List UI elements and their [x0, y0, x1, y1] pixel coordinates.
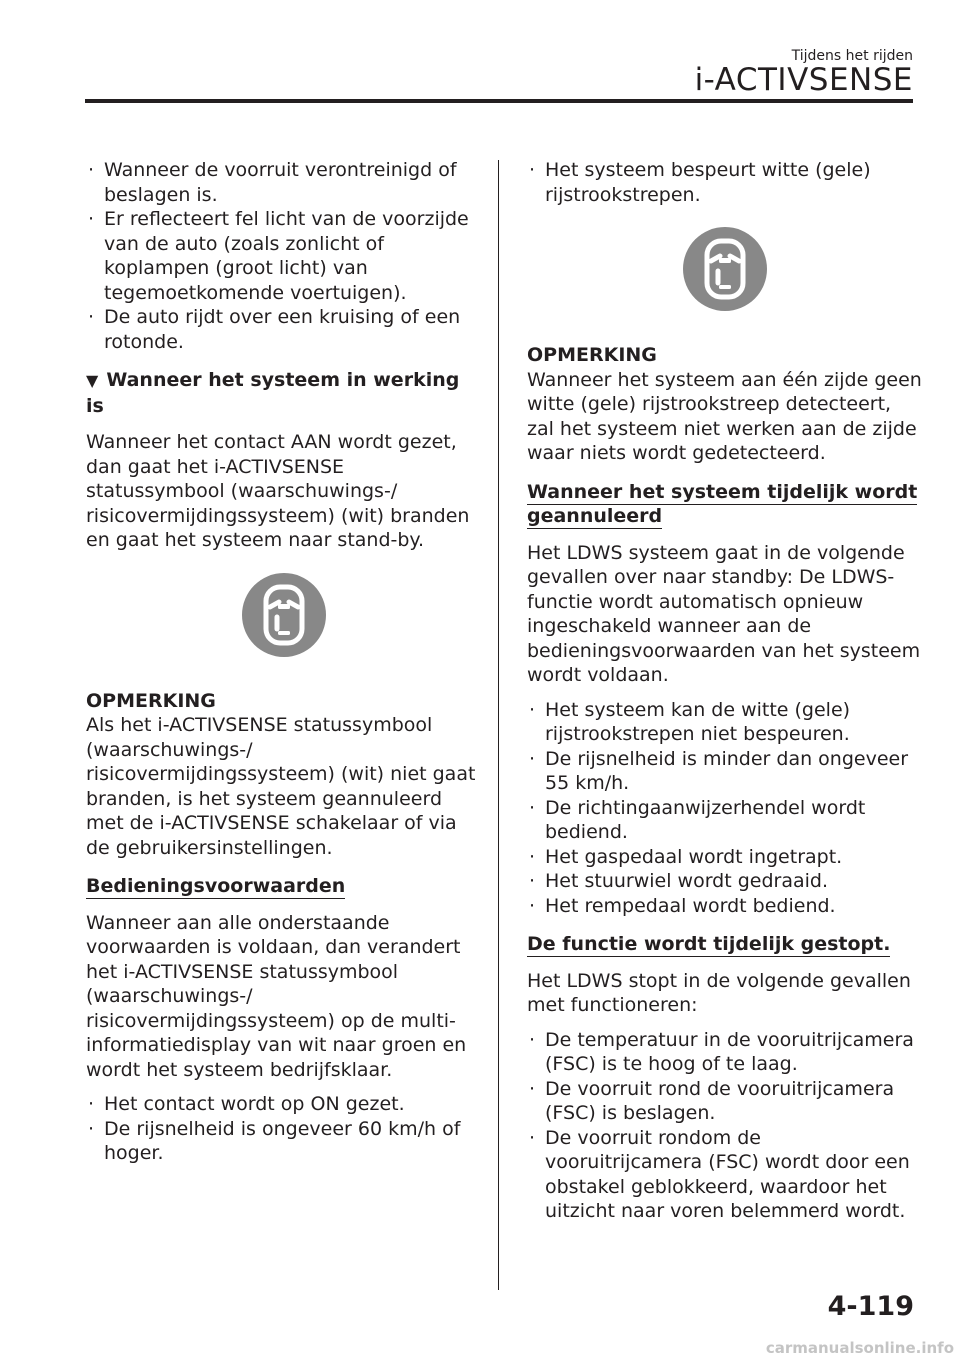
cancel-heading: Wanneer het systeem tijdelijk wordt geannuleerd — [527, 480, 918, 527]
cancel-bullets — [527, 698, 922, 919]
page-number: 4-119 — [827, 1291, 914, 1322]
list-item: · Het gaspedaal wordt ingetrapt. — [527, 845, 922, 870]
conditions-bullets — [86, 1092, 481, 1166]
column-divider — [498, 160, 499, 1290]
right-column — [527, 158, 922, 1234]
lane-departure-warning-icon — [86, 571, 481, 659]
list-item: · De rijsnelheid is minder dan ongeveer 55 km/h. — [527, 747, 922, 796]
list-item: · De rijsnelheid is ongeveer 60 km/h of hoger. — [86, 1117, 481, 1166]
stop-text: Het LDWS stopt in de volgende gevallen met functioneren: — [527, 969, 911, 1016]
list-item: · De temperatuur in de vooruitrijcamera (FSC) is te hoog of te laag. — [527, 1028, 922, 1077]
note-label: OPMERKING — [527, 344, 657, 366]
list-item: · De richtingaanwijzerhendel wordt bediend. — [527, 796, 922, 845]
list-item: · De auto rijdt over een kruising of een rotonde. — [86, 305, 481, 354]
right-top-bullets — [527, 158, 922, 207]
operation-text: Wanneer het contact AAN wordt gezet, dan gaat het i-ACTIVSENSE statussymbool (waarschuwings-/ risicovermijdingssysteem) (wit) branden en gaat het systeem naar stand-by. — [86, 431, 470, 551]
page-title: i-ACTIVSENSE — [694, 62, 913, 98]
section-label: Tijdens het rijden — [791, 48, 913, 64]
cancel-text: Het LDWS systeem gaat in de volgende gevallen over naar standby: De LDWS-functie wordt automatisch opnieuw ingeschakeld wanneer aan de bedieningsvoorwaarden van het systeem wordt voldaan. — [527, 541, 921, 686]
list-item: · Het stuurwiel wordt gedraaid. — [527, 869, 922, 894]
left-column — [86, 158, 481, 1176]
list-item: · Wanneer de voorruit verontreinigd of beslagen is. — [86, 158, 481, 207]
operation-heading — [86, 368, 481, 418]
conditions-heading: Bedieningsvoorwaarden — [86, 875, 346, 897]
operation-heading-text: Wanneer het systeem in werking is — [86, 369, 460, 417]
triangle-down-icon: ▼ — [86, 371, 99, 390]
stop-heading: De functie wordt tijdelijk gestopt. — [527, 933, 891, 955]
list-item: · Er reflecteert fel licht van de voorzijde van de auto (zoals zonlicht of koplampen (groot licht) van tegemoetkomende voertuigen). — [86, 207, 481, 305]
list-item: · Het systeem kan de witte (gele) rijstrookstrepen niet bespeuren. — [527, 698, 922, 747]
lane-departure-warning-icon — [527, 225, 922, 313]
list-item: · Het systeem bespeurt witte (gele) rijstrookstrepen. — [527, 158, 922, 207]
conditions-text: Wanneer aan alle onderstaande voorwaarden is voldaan, dan verandert het i-ACTIVSENSE statussymbool (waarschuwings-/ risicovermijdingssysteem) op de multi-informatiedisplay van wit naar groen en wordt het systeem bedrijfsklaar. — [86, 911, 467, 1081]
stop-bullets — [527, 1028, 922, 1224]
list-item: · De voorruit rondom de vooruitrijcamera (FSC) wordt door een obstakel geblokkeerd, waardoor het uitzicht naar voren belemmerd wordt. — [527, 1126, 922, 1224]
note-text: Wanneer het systeem aan één zijde geen witte (gele) rijstrookstreep detecteert, zal het systeem niet werken aan de zijde waar niets wordt gedetecteerd. — [527, 368, 922, 464]
note-text: Als het i-ACTIVSENSE statussymbool (waarschuwings-/ risicovermijdingssysteem) (wit) niet gaat branden, is het systeem geannuleerd met de i-ACTIVSENSE schakelaar of via de gebruikersinstellingen. — [86, 714, 476, 859]
list-item: · De voorruit rond de vooruitrijcamera (FSC) is beslagen. — [527, 1077, 922, 1126]
list-item: · Het rempedaal wordt bediend. — [527, 894, 922, 919]
watermark: carmanualsonline.info — [765, 1339, 954, 1357]
header-rule — [85, 99, 913, 103]
note-label: OPMERKING — [86, 689, 216, 712]
left-top-bullets — [86, 158, 481, 354]
list-item: · Het contact wordt op ON gezet. — [86, 1092, 481, 1117]
